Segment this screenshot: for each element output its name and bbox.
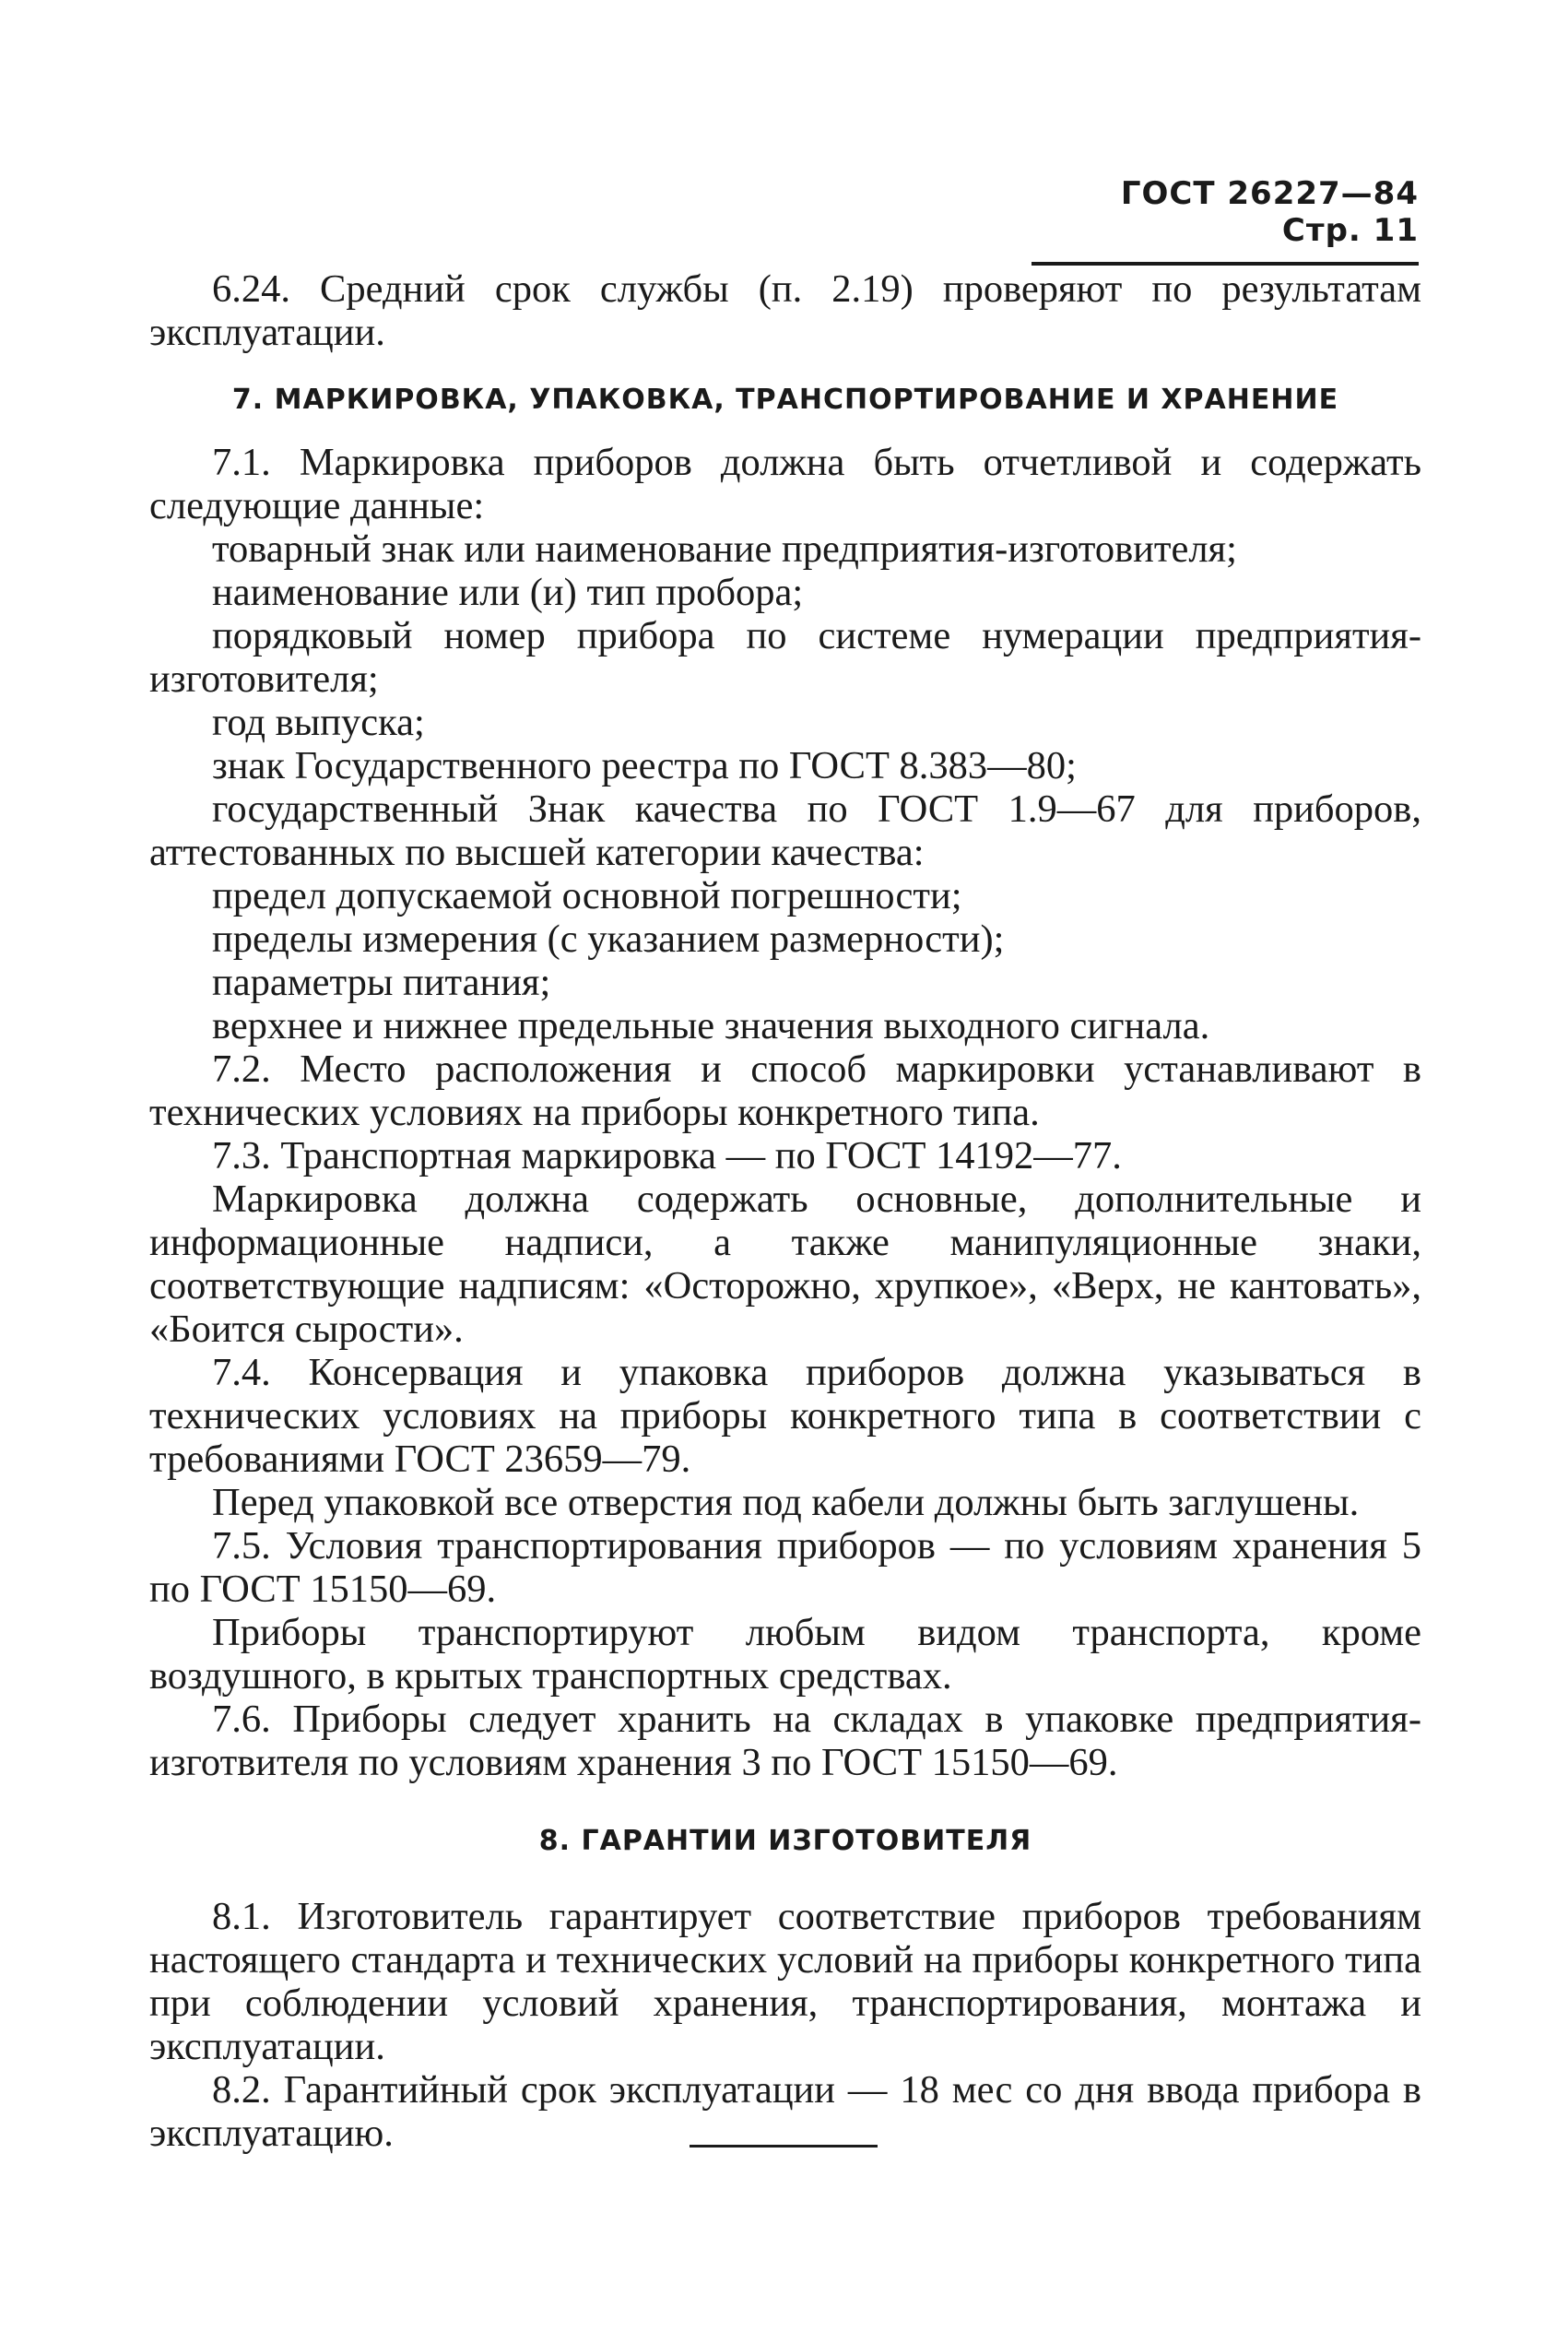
list-item: наименование или (и) тип пробора; — [212, 571, 804, 614]
paragraph-7-5-continued: Приборы транспортируют любым видом транспорта, кроме воздушного, в крытых транспортных средствах. — [149, 1611, 1421, 1698]
paragraph-7-5: 7.5. Условия транспортирования приборов — по условиям хранения 5 по ГОСТ 15150—69. — [149, 1524, 1421, 1611]
list-item: порядковый номер прибора по системе нумерации предприятия-изготовителя; — [149, 614, 1421, 701]
list-item: предел допускаемой основной погрешности; — [212, 874, 962, 917]
list-item: государственный Знак качества по ГОСТ 1.9—67 для приборов, аттестованных по высшей категории качества: — [149, 787, 1421, 874]
end-divider — [690, 2145, 878, 2148]
paragraph-7-1: 7.1. Маркировка приборов должна быть отчетливой и содержать следующие данные: — [149, 441, 1421, 527]
paragraph-7-2: 7.2. Место расположения и способ маркировки устанавливают в технических условиях на приборы конкретного типа. — [149, 1047, 1421, 1134]
list-item: товарный знак или наименование предприятия-изготовителя; — [212, 527, 1237, 571]
paragraph-8-1: 8.1. Изготовитель гарантирует соответствие приборов требованиям настоящего стандарта и технических условий на приборы конкретного типа при соблюдении условий хранения, транспортирования, монтажа и эксплуатации. — [149, 1895, 1421, 2068]
list-item: знак Государственного реестра по ГОСТ 8.383—80; — [212, 744, 1077, 787]
section-8-heading: 8. ГАРАНТИИ ИЗГОТОВИТЕЛЯ — [538, 1825, 1032, 1857]
paragraph-7-3: 7.3. Транспортная маркировка — по ГОСТ 14192—77. — [212, 1134, 1122, 1177]
paragraph-6-24: 6.24. Средний срок службы (п. 2.19) проверяют по результатам эксплуатации. — [149, 267, 1421, 354]
paragraph-7-4: 7.4. Консервация и упаковка приборов должна указываться в технических условиях на приборы конкретного типа в соответствии с требованиями ГОСТ 23659—79. — [149, 1351, 1421, 1481]
list-item: год выпуска; — [212, 701, 425, 744]
list-item: параметры питания; — [212, 961, 551, 1004]
section-7-heading: 7. МАРКИРОВКА, УПАКОВКА, ТРАНСПОРТИРОВАНИЕ И ХРАНЕНИЕ — [231, 384, 1339, 416]
list-item: верхнее и нижнее предельные значения выходного сигнала. — [212, 1004, 1210, 1047]
paragraph-7-4-continued: Перед упаковкой все отверстия под кабели должны быть заглушены. — [212, 1481, 1360, 1524]
list-item: пределы измерения (с указанием размерности); — [212, 917, 1005, 961]
document-body — [149, 267, 1421, 2155]
paragraph-7-6: 7.6. Приборы следует хранить на складах в упаковке предприятия-изготвителя по условиям хранения 3 по ГОСТ 15150—69. — [149, 1698, 1421, 1784]
paragraph-8-2: 8.2. Гарантийный срок эксплуатации — 18 мес со дня ввода прибора в эксплуатацию. — [149, 2068, 1421, 2155]
running-head: ГОСТ 26227—84 Стр. 11 — [1032, 175, 1419, 266]
paragraph-7-3-continued: Маркировка должна содержать основные, дополнительные и информационные надписи, а также манипуляционные знаки, соответствующие надписям: «Осторожно, хрупкое», «Верх, не кантовать», «Боится сырости». — [149, 1177, 1421, 1351]
